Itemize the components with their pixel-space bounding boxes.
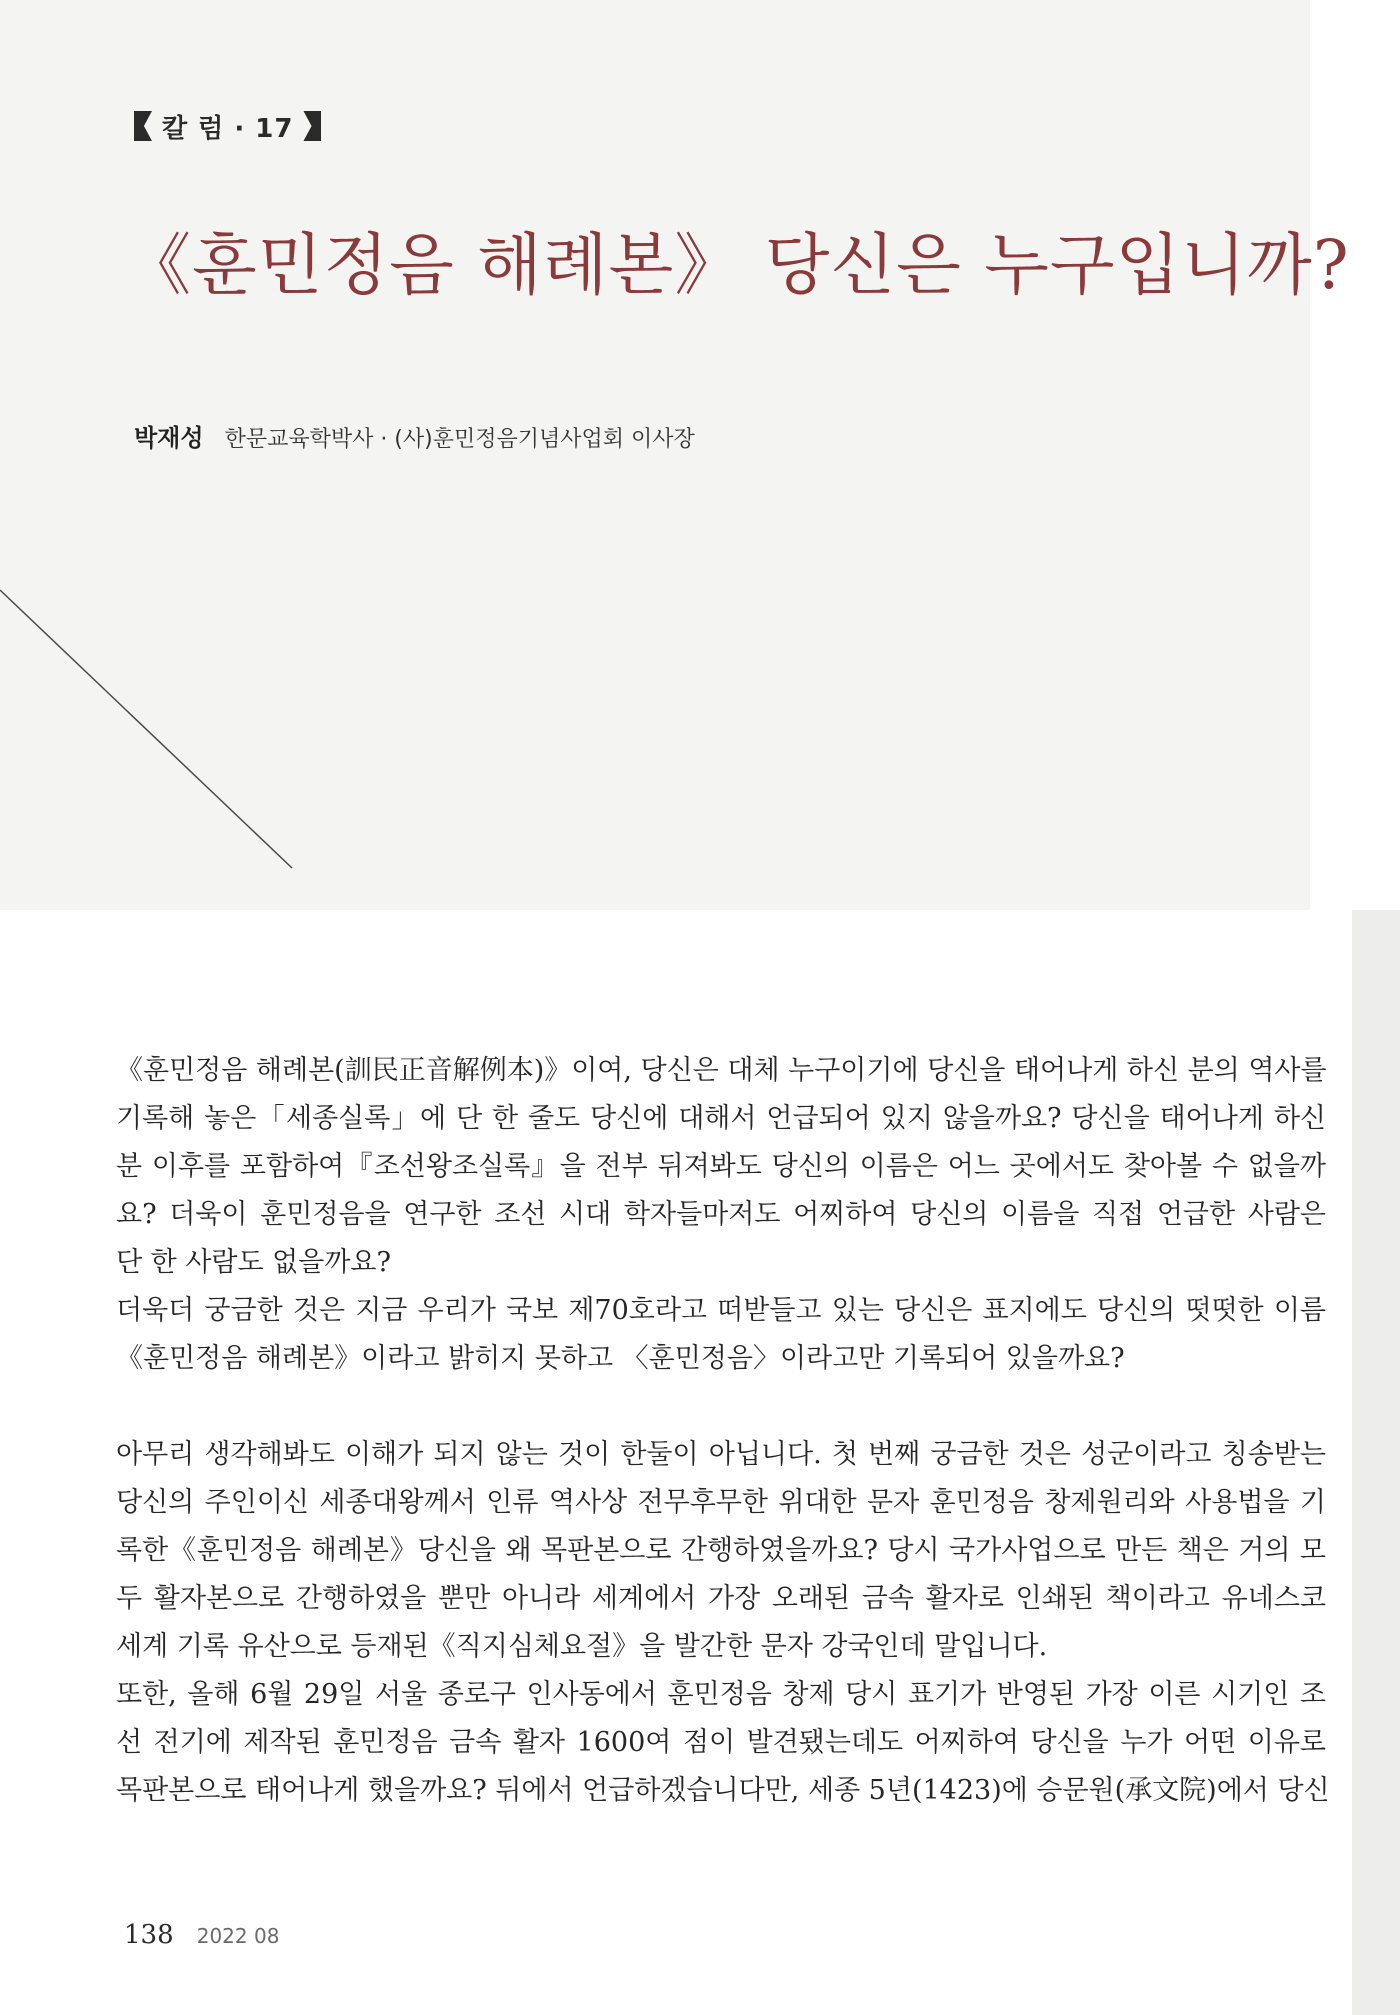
body-line: 분 이후를 포함하여『조선왕조실록』을 전부 뒤져봐도 당신의 이름은 어느 곳에서도 찾아볼 수 없을까: [116, 1151, 1326, 1182]
column-label: [134, 106, 321, 146]
body-line: 《훈민정음 해례본》이라고 밝히지 못하고 〈훈민정음〉이라고만 기록되어 있을까요?: [116, 1343, 1125, 1374]
body-line: 당신의 주인이신 세종대왕께서 인류 역사상 전무후무한 위대한 문자 훈민정음 창제원리와 사용법을 기: [116, 1487, 1326, 1518]
right-bracket-icon: [303, 111, 321, 141]
issue-date: 2022 08: [196, 1924, 280, 1948]
author-name: 박재성: [134, 424, 204, 452]
column-label-text: 칼 럼 · 17: [162, 113, 294, 144]
body-line: 세계 기록 유산으로 등재된《직지심체요절》을 발간한 문자 강국인데 말입니다.: [116, 1631, 1048, 1662]
article-body: [116, 1047, 1330, 1815]
article-title: 《훈민정음 해례본》 당신은 누구입니까?: [124, 226, 1350, 304]
body-line: 록한《훈민정음 해례본》당신을 왜 목판본으로 간행하였을까요? 당시 국가사업으로 만든 책은 거의 모: [116, 1535, 1326, 1566]
page-number: 138: [124, 1920, 174, 1950]
body-line: 더욱더 궁금한 것은 지금 우리가 국보 제70호라고 떠받들고 있는 당신은 표지에도 당신의 떳떳한 이름: [116, 1295, 1326, 1326]
body-line: 목판본으로 태어나게 했을까요? 뒤에서 언급하겠습니다만, 세종 5년(1423)에 승문원(承文院)에서 당신: [116, 1775, 1330, 1806]
body-line: 선 전기에 제작된 훈민정음 금속 활자 1600여 점이 발견됐는데도 어찌하여 당신을 누가 어떤 이유로: [116, 1727, 1326, 1758]
page-footer: [124, 1920, 279, 1950]
page-shade-right: [1352, 910, 1400, 2015]
body-line: 요? 더욱이 훈민정음을 연구한 조선 시대 학자들마저도 어찌하여 당신의 이름을 직접 언급한 사람은: [116, 1199, 1326, 1230]
body-line: 《훈민정음 해례본(訓民正音解例本)》이여, 당신은 대체 누구이기에 당신을 태어나게 하신 분의 역사를: [116, 1055, 1327, 1086]
body-line: 기록해 놓은「세종실록」에 단 한 줄도 당신에 대해서 언급되어 있지 않을까요? 당신을 태어나게 하신: [116, 1103, 1326, 1134]
body-line: 또한, 올해 6월 29일 서울 종로구 인사동에서 훈민정음 창제 당시 표기가 반영된 가장 이른 시기인 조: [116, 1679, 1326, 1710]
left-bracket-icon: [134, 111, 152, 141]
body-line: 아무리 생각해봐도 이해가 되지 않는 것이 한둘이 아닙니다. 첫 번째 궁금한 것은 성군이라고 칭송받는: [116, 1439, 1326, 1470]
author-byline: [134, 418, 695, 453]
body-line: 두 활자본으로 간행하였을 뿐만 아니라 세계에서 가장 오래된 금속 활자로 인쇄된 책이라고 유네스코: [116, 1583, 1326, 1614]
body-line: 단 한 사람도 없을까요?: [116, 1247, 391, 1278]
author-affiliation: 한문교육학박사 · (사)훈민정음기념사업회 이사장: [224, 427, 695, 452]
paragraph-gap: [116, 1383, 1326, 1431]
